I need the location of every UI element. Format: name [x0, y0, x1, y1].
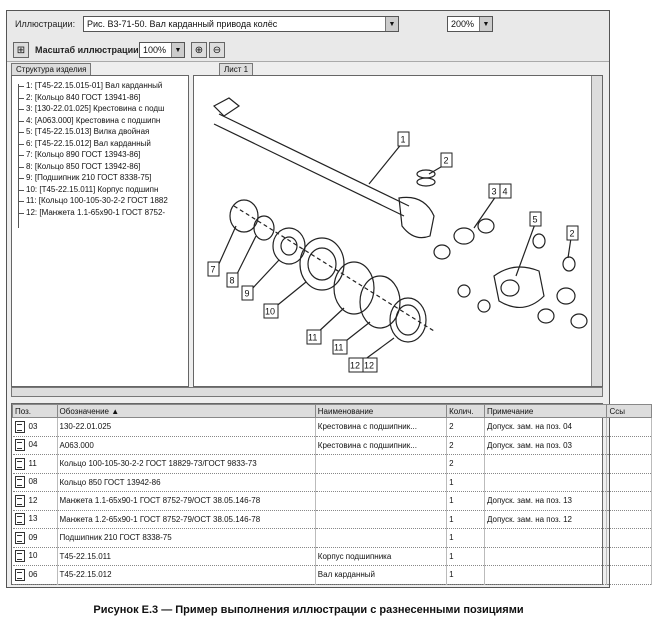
callout-11: 11	[308, 332, 318, 343]
cell-pos: 09	[28, 532, 38, 542]
table-row[interactable]	[13, 529, 652, 548]
illustrations-label: Иллюстрации:	[15, 19, 76, 29]
cell-pos: 10	[28, 551, 38, 561]
drawing-panel	[193, 75, 603, 387]
cell-qty: 1	[447, 492, 485, 511]
table-row[interactable]	[13, 473, 652, 492]
column-header-note[interactable]: Примечание	[484, 405, 606, 418]
cell-name: Крестовина с подшипник...	[315, 436, 446, 455]
cell-qty: 1	[447, 529, 485, 548]
table-header-row	[13, 405, 652, 418]
callout-1: 1	[400, 134, 406, 145]
cell-note	[484, 529, 606, 548]
snap-ring	[563, 257, 575, 271]
cell-pos: 04	[28, 440, 38, 450]
shaft-edge	[214, 124, 404, 216]
cell-pos: 11	[28, 458, 37, 468]
leader-line	[274, 282, 306, 308]
horizontal-scrollbar[interactable]	[11, 387, 603, 397]
cell-note: Допуск. зам. на поз. 12	[484, 510, 606, 529]
ring-8	[254, 216, 274, 240]
cell-qty: 1	[447, 566, 485, 585]
zoom-select-value: 200%	[451, 19, 475, 29]
top-toolbar	[7, 11, 609, 40]
tree-item[interactable]: 4: [А063.000] Крестовина с подшипн	[16, 115, 188, 127]
scale-select[interactable]	[139, 42, 185, 58]
table-row[interactable]	[13, 566, 652, 585]
cell-name: Корпус подшипника	[315, 547, 446, 566]
cell-designation: Кольцо 850 ГОСТ 13942-86	[57, 473, 315, 492]
cell-pos: 03	[28, 421, 38, 431]
tree-item[interactable]: 1: [Т45-22.15.015-01] Вал карданный	[16, 80, 188, 92]
parts-table-panel	[11, 403, 625, 585]
cell-designation: Т45-22.15.011	[57, 547, 315, 566]
zoom-in-button[interactable]	[191, 42, 207, 58]
scale-label: Масштаб иллюстрации	[35, 45, 139, 55]
callout-2: 2	[443, 155, 449, 166]
document-icon	[15, 495, 25, 507]
cell-qty: 2	[447, 418, 485, 437]
snap-ring	[533, 234, 545, 248]
callout-9: 9	[244, 288, 250, 299]
cell-qty: 2	[447, 455, 485, 474]
exploded-view-drawing	[194, 76, 594, 386]
ring-11b	[360, 276, 400, 328]
illustration-select-value: Рис. В3-71-50. Вал карданный привода колёс	[87, 19, 278, 29]
cell-name	[315, 510, 446, 529]
structure-toggle-button[interactable]: ⊞	[13, 42, 29, 58]
cross-bearing	[434, 245, 450, 259]
leader-line	[236, 236, 256, 276]
cell-note	[484, 473, 606, 492]
scale-select-value: 100%	[143, 45, 167, 55]
callout-12: 12	[350, 360, 361, 371]
cross-bearing	[454, 228, 474, 244]
cell-name	[315, 455, 446, 474]
tree-item[interactable]: 9: [Подшипник 210 ГОСТ 8338-75]	[16, 172, 188, 184]
cell-designation: А063.000	[57, 436, 315, 455]
figure-caption: Рисунок Е.3 — Пример выполнения иллюстрации с разнесенными позициями	[93, 604, 524, 616]
document-icon	[15, 569, 25, 581]
cell-designation: Кольцо 100-105-30-2-2 ГОСТ 18829-73/ГОСТ 9833-73	[57, 455, 315, 474]
table-row[interactable]	[13, 510, 652, 529]
cell-qty: 1	[447, 510, 485, 529]
tree-item[interactable]: 10: [Т45-22.15.011] Корпус подшипн	[16, 184, 188, 196]
callout-2b: 2	[569, 228, 575, 239]
column-header-ref[interactable]: Ссы	[607, 405, 652, 418]
tree-item[interactable]: 6: [Т45-22.15.012] Вал карданный	[16, 138, 188, 150]
table-row[interactable]	[13, 418, 652, 437]
cell-designation: 130-22.01.025	[57, 418, 315, 437]
cell-name	[315, 492, 446, 511]
callout-4: 4	[502, 186, 508, 197]
callout-10: 10	[265, 306, 276, 317]
leader-line	[369, 142, 403, 184]
chevron-down-icon[interactable]: ▼	[385, 17, 398, 31]
cross-bearing	[478, 219, 494, 233]
tab-structure[interactable]: Структура изделия	[11, 63, 91, 76]
document-icon	[15, 476, 25, 488]
cell-pos: 13	[28, 514, 38, 524]
callout-3: 3	[491, 186, 497, 197]
callout-8: 8	[229, 275, 235, 286]
cell-pos: 12	[28, 495, 38, 505]
callout-11b: 11	[334, 342, 344, 353]
snap-ring	[478, 300, 490, 312]
fork-bore	[501, 280, 519, 296]
cross-bearing	[538, 309, 554, 323]
drawing-vscrollbar[interactable]	[591, 76, 602, 386]
parts-table	[12, 404, 652, 585]
cell-note: Допуск. зам. на поз. 03	[484, 436, 606, 455]
ring-11a	[334, 262, 374, 314]
snap-ring	[417, 170, 435, 178]
structure-tree	[12, 76, 188, 218]
tree-item[interactable]: 7: [Кольцо 890 ГОСТ 13943-86]	[16, 149, 188, 161]
column-header-designation[interactable]: Обозначение ▲	[57, 405, 315, 418]
column-header-qty[interactable]: Колич.	[447, 405, 485, 418]
snap-ring	[458, 285, 470, 297]
cell-name: Крестовина с подшипник...	[315, 418, 446, 437]
cross-bearing	[571, 314, 587, 328]
bearing-housing-10	[300, 238, 344, 290]
column-header-name[interactable]: Наименование	[315, 405, 446, 418]
tree-item[interactable]: 3: [130-22.01.025] Крестовина с подш	[16, 103, 188, 115]
cell-pos: 08	[28, 477, 38, 487]
cell-name: Вал карданный	[315, 566, 446, 585]
document-icon	[15, 513, 25, 525]
table-row[interactable]	[13, 436, 652, 455]
cell-designation: Манжета 1.2-65х90-1 ГОСТ 8752-79/ОСТ 38.05.146-78	[57, 510, 315, 529]
column-header-pos[interactable]: Поз.	[13, 405, 58, 418]
cell-note: Допуск. зам. на поз. 13	[484, 492, 606, 511]
document-icon	[15, 532, 25, 544]
chevron-down-icon[interactable]: ▼	[479, 17, 492, 31]
leader-line	[568, 238, 571, 258]
table-row[interactable]	[13, 455, 652, 474]
leader-line	[251, 260, 279, 290]
cell-qty: 1	[447, 547, 485, 566]
cell-note: Допуск. зам. на поз. 04	[484, 418, 606, 437]
shaft-edge	[219, 114, 409, 206]
document-icon	[15, 421, 25, 433]
leader-line	[218, 226, 236, 266]
callout-5: 5	[532, 214, 538, 225]
cell-qty: 2	[447, 436, 485, 455]
tree-item[interactable]: 8: [Кольцо 850 ГОСТ 13942-86]	[16, 161, 188, 173]
cross-bearing	[557, 288, 575, 304]
zoom-out-icon: ⊖	[212, 45, 222, 56]
zoom-in-icon: ⊕	[194, 45, 204, 56]
tree-item[interactable]: 5: [Т45-22.15.013] Вилка двойная	[16, 126, 188, 138]
document-icon	[15, 550, 25, 562]
tree-item[interactable]: 11: [Кольцо 100-105-30-2-2 ГОСТ 1882	[16, 195, 188, 207]
cell-designation: Подшипник 210 ГОСТ 8338-75	[57, 529, 315, 548]
tree-item[interactable]: 2: [Кольцо 840 ГОСТ 13941-86]	[16, 92, 188, 104]
cell-note	[484, 566, 606, 585]
table-row[interactable]	[13, 492, 652, 511]
cell-note	[484, 455, 606, 474]
spline-end	[214, 98, 239, 116]
app-window	[6, 10, 625, 588]
cell-pos: 06	[28, 569, 38, 579]
table-row[interactable]	[13, 547, 652, 566]
bearing-housing-10-inner	[308, 248, 336, 280]
zoom-select[interactable]	[447, 16, 493, 32]
tree-item[interactable]: 12: [Манжета 1.1-65х90-1 ГОСТ 8752-	[16, 207, 188, 219]
chevron-down-icon[interactable]: ▼	[171, 43, 184, 57]
cell-designation: Манжета 1.1-65х90-1 ГОСТ 8752-79/ОСТ 38.05.146-78	[57, 492, 315, 511]
cell-qty: 1	[447, 473, 485, 492]
scale-toolbar	[7, 39, 609, 62]
callout-12b: 12	[364, 360, 375, 371]
cell-name	[315, 473, 446, 492]
seal-12-inner	[396, 305, 420, 335]
illustration-select[interactable]	[83, 16, 399, 32]
document-icon	[15, 458, 25, 470]
document-icon	[15, 439, 25, 451]
cell-name	[315, 529, 446, 548]
snap-ring	[417, 178, 435, 186]
tab-sheet[interactable]: Лист 1	[219, 63, 253, 76]
callout-7: 7	[210, 264, 216, 275]
cell-designation: Т45-22.15.012	[57, 566, 315, 585]
structure-tree-panel	[11, 75, 189, 387]
zoom-out-button[interactable]	[209, 42, 225, 58]
cell-note	[484, 547, 606, 566]
